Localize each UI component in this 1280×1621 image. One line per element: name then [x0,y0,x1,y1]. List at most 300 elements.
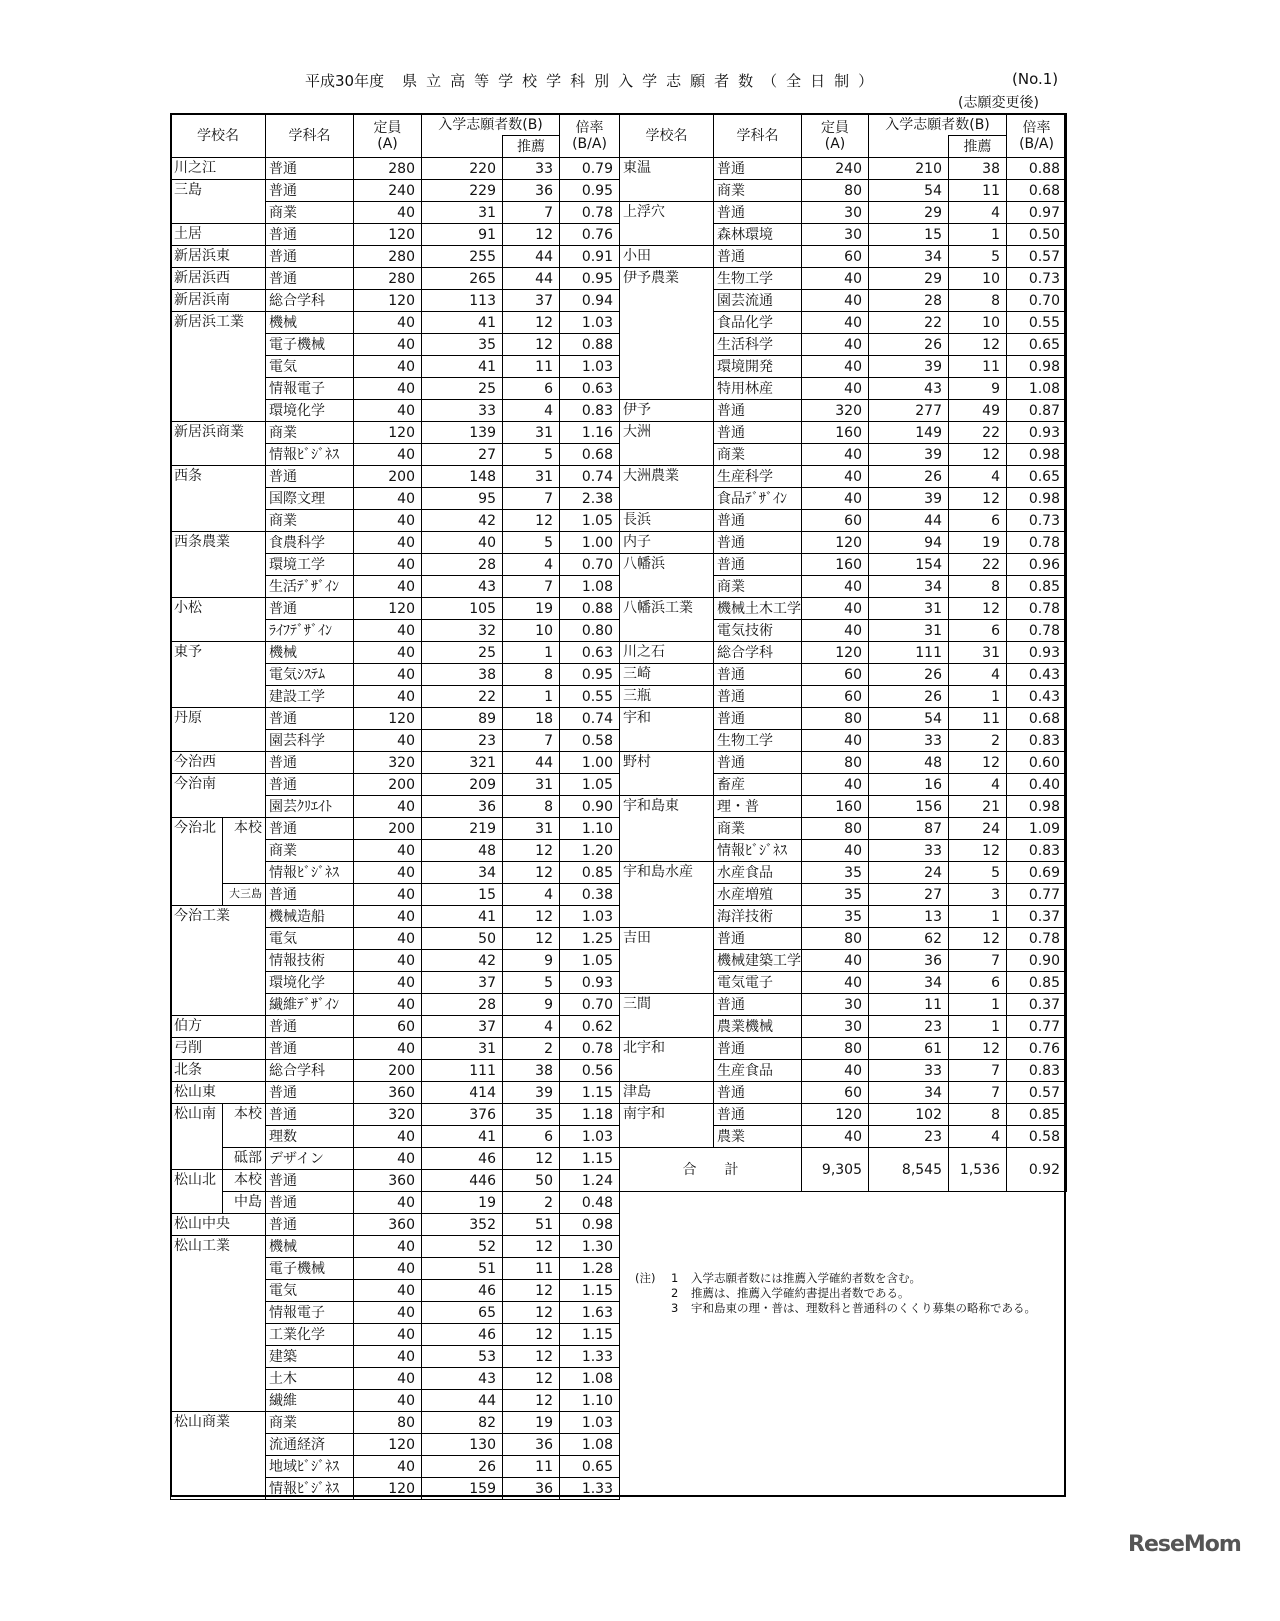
capacity: 80 [802,1038,869,1060]
dept-name: 農業 [714,1126,802,1148]
capacity: 40 [802,774,869,796]
table-row [171,532,620,554]
capacity: 40 [802,356,869,378]
applicants: 33 [869,1060,949,1082]
applicants: 39 [869,444,949,466]
capacity: 40 [802,268,869,290]
dept-name: 情報ﾋﾞｼﾞﾈｽ [266,444,354,466]
applicants: 28 [869,290,949,312]
table-row [620,400,1067,422]
dept-name: 電気 [266,928,354,950]
applicants: 22 [869,312,949,334]
capacity: 80 [802,752,869,774]
capacity: 80 [354,1412,422,1434]
dept-name: 電子機械 [266,1258,354,1280]
capacity: 120 [354,422,422,444]
capacity: 40 [354,554,422,576]
campus-name: 砥部 [223,1148,266,1170]
applicants: 23 [869,1016,949,1038]
capacity: 160 [802,422,869,444]
recommended: 38 [503,1060,560,1082]
capacity: 40 [354,312,422,334]
table-row [620,994,1067,1016]
recommended: 9 [503,950,560,972]
table-row [171,1016,620,1038]
dept-name: 繊維 [266,1390,354,1412]
total-applicants: 8,545 [869,1148,949,1192]
capacity: 40 [354,510,422,532]
dept-name: 普通 [266,884,354,906]
dept-name: 普通 [266,752,354,774]
total-recommended: 1,536 [949,1148,1007,1192]
recommended: 12 [949,752,1007,774]
applicants: 34 [869,576,949,598]
ratio: 0.85 [1007,972,1067,994]
recommended: 1 [503,642,560,664]
capacity: 60 [802,510,869,532]
dept-name: 海洋技術 [714,906,802,928]
school-name: 長浜 [620,510,714,532]
ratio: 0.97 [1007,202,1067,224]
table-row [620,422,1067,444]
col-capacity-label: 定員 [821,119,849,136]
table-row [620,532,1067,554]
dept-name: 機械 [266,312,354,334]
table-row [620,158,1067,180]
recommended: 31 [503,774,560,796]
ratio: 0.85 [1007,1104,1067,1126]
recommended: 31 [949,642,1007,664]
ratio: 0.88 [1007,158,1067,180]
school-name: 松山南 [171,1104,223,1170]
ratio: 1.63 [560,1302,620,1324]
note-1 [635,1271,1036,1286]
ratio: 0.93 [560,972,620,994]
dept-name: 生物工学 [714,730,802,752]
recommended: 9 [949,378,1007,400]
school-name: 新居浜西 [171,268,266,290]
dept-name: 環境工学 [266,554,354,576]
dept-name: 商業 [714,818,802,840]
table-row [620,510,1067,532]
ratio: 1.08 [560,1368,620,1390]
col-applicants: 入学志願者数(B) [869,114,1007,136]
table-row [171,1214,620,1236]
ratio: 1.00 [560,752,620,774]
capacity: 40 [354,1280,422,1302]
recommended: 11 [949,180,1007,202]
capacity: 40 [354,972,422,994]
capacity: 40 [354,1192,422,1214]
ratio: 0.37 [1007,994,1067,1016]
title-year: 平成30年度 [305,72,385,90]
applicants: 51 [422,1258,503,1280]
table-row [620,1038,1067,1060]
applicants: 229 [422,180,503,202]
recommended: 50 [503,1170,560,1192]
ratio: 0.98 [1007,488,1067,510]
dept-name: 国際文理 [266,488,354,510]
dept-name: 土木 [266,1368,354,1390]
capacity: 320 [802,400,869,422]
ratio: 0.88 [560,598,620,620]
recommended: 18 [503,708,560,730]
capacity: 40 [802,334,869,356]
applicants: 36 [422,796,503,818]
dept-name: 機械土木工学 [714,598,802,620]
dept-name: 生物工学 [714,268,802,290]
dept-name: 普通 [714,422,802,444]
table-row [620,1082,1067,1104]
school-name: 伯方 [171,1016,266,1038]
applicants: 34 [869,1082,949,1104]
capacity: 120 [354,1478,422,1500]
applicants: 15 [869,224,949,246]
applicants: 34 [422,862,503,884]
note-2 [635,1286,1036,1301]
capacity: 40 [802,488,869,510]
table-row [620,752,1067,774]
capacity: 40 [354,1038,422,1060]
recommended: 33 [503,158,560,180]
applicants: 28 [422,554,503,576]
applicants: 149 [869,422,949,444]
applicants: 34 [869,246,949,268]
capacity: 240 [802,158,869,180]
ratio: 0.74 [560,708,620,730]
capacity: 40 [354,950,422,972]
applicants: 94 [869,532,949,554]
capacity: 40 [802,576,869,598]
recommended: 12 [503,1346,560,1368]
total-ratio: 0.92 [1007,1148,1067,1192]
ratio: 0.73 [1007,510,1067,532]
note-number: 1 [671,1271,679,1285]
recommended: 8 [949,290,1007,312]
table-row [171,818,620,840]
applicants: 277 [869,400,949,422]
recommended: 36 [503,180,560,202]
applicants: 34 [869,972,949,994]
school-name: 宇和島水産 [620,862,714,928]
recommended: 31 [503,818,560,840]
dept-name: 普通 [714,1104,802,1126]
recommended: 5 [949,246,1007,268]
dept-name: 情報電子 [266,1302,354,1324]
ratio: 1.33 [560,1346,620,1368]
capacity: 40 [354,1456,422,1478]
applicants: 31 [869,620,949,642]
total-row [620,1148,1067,1192]
recommended: 4 [503,1016,560,1038]
school-name: 八幡浜工業 [620,598,714,642]
table-row [171,466,620,488]
capacity: 240 [354,180,422,202]
dept-name: 生活ﾃﾞｻﾞｲﾝ [266,576,354,598]
capacity: 120 [802,532,869,554]
school-name: 今治北 [171,818,223,906]
capacity: 40 [354,1302,422,1324]
capacity: 280 [354,268,422,290]
col-capacity [802,114,869,158]
recommended: 12 [503,334,560,356]
recommended: 4 [949,466,1007,488]
capacity: 60 [354,1016,422,1038]
applicants: 156 [869,796,949,818]
applicants: 26 [869,686,949,708]
dept-name: 商業 [266,1412,354,1434]
ratio: 1.28 [560,1258,620,1280]
campus-name: 中島 [223,1192,266,1214]
applicants: 42 [422,510,503,532]
dept-name: 普通 [714,928,802,950]
dept-name: 普通 [266,1016,354,1038]
dept-name: 電気 [266,1280,354,1302]
capacity: 30 [802,224,869,246]
recommended: 7 [949,950,1007,972]
table-row [171,422,620,444]
applicants: 37 [422,1016,503,1038]
recommended: 2 [503,1192,560,1214]
ratio: 0.50 [1007,224,1067,246]
applicants: 28 [422,994,503,1016]
applicants: 154 [869,554,949,576]
applicants: 26 [869,664,949,686]
capacity: 40 [354,202,422,224]
school-name: 三間 [620,994,714,1038]
col-dept: 学科名 [266,114,354,158]
capacity: 40 [354,1346,422,1368]
dept-name: 普通 [266,268,354,290]
applicants: 89 [422,708,503,730]
ratio: 0.38 [560,884,620,906]
recommended: 1 [503,686,560,708]
recommended: 5 [503,444,560,466]
school-name: 丹原 [171,708,266,752]
ratio: 0.94 [560,290,620,312]
applicants: 265 [422,268,503,290]
capacity: 40 [354,1126,422,1148]
dept-name: 環境化学 [266,972,354,994]
capacity: 200 [354,1060,422,1082]
capacity: 40 [354,444,422,466]
recommended: 10 [949,268,1007,290]
ratio: 1.10 [560,818,620,840]
table-row [620,642,1067,664]
recommended: 2 [949,730,1007,752]
capacity: 280 [354,246,422,268]
ratio: 1.08 [1007,378,1067,400]
recommended: 37 [503,290,560,312]
page-number: (No.1) [1012,70,1059,88]
recommended: 7 [503,488,560,510]
dept-name: 普通 [714,1038,802,1060]
col-ratio [1007,114,1067,158]
ratio: 1.03 [560,312,620,334]
applicants: 41 [422,356,503,378]
applicants: 19 [422,1192,503,1214]
applicants: 113 [422,290,503,312]
applicants: 22 [422,686,503,708]
recommended: 51 [503,1214,560,1236]
recommended: 12 [503,1280,560,1302]
ratio: 0.98 [560,1214,620,1236]
dept-name: 電気電子 [714,972,802,994]
table-row [620,664,1067,686]
school-name: 宇和 [620,708,714,752]
note-text: 推薦は、推薦入学確約書提出者数である。 [691,1286,910,1300]
dept-name: 環境化学 [266,400,354,422]
school-name: 松山北 [171,1170,223,1214]
capacity: 40 [802,598,869,620]
capacity: 40 [354,796,422,818]
note-text: 入学志願者数には推薦入学確約者数を含む。 [691,1271,921,1285]
col-applicants-blank [422,136,503,158]
capacity: 40 [354,994,422,1016]
recommended: 31 [503,466,560,488]
ratio: 0.74 [560,466,620,488]
dept-name: 水産食品 [714,862,802,884]
ratio: 0.58 [560,730,620,752]
capacity: 200 [354,818,422,840]
ratio: 0.95 [560,268,620,290]
dept-name: 商業 [266,422,354,444]
capacity: 40 [354,620,422,642]
dept-name: 建設工学 [266,686,354,708]
capacity: 40 [354,1148,422,1170]
recommended: 11 [503,1258,560,1280]
capacity: 40 [354,378,422,400]
ratio: 0.62 [560,1016,620,1038]
dept-name: 商業 [266,840,354,862]
school-name: 野村 [620,752,714,796]
capacity: 40 [354,1390,422,1412]
dept-name: 普通 [714,246,802,268]
capacity: 120 [354,224,422,246]
applicants: 36 [869,950,949,972]
table-row [171,1170,620,1192]
recommended: 10 [949,312,1007,334]
ratio: 1.00 [560,532,620,554]
ratio: 0.80 [560,620,620,642]
table-row [171,752,620,774]
table-row [171,180,620,202]
table-row [620,708,1067,730]
notes [635,1271,1036,1316]
ratio: 0.83 [1007,730,1067,752]
capacity: 35 [802,884,869,906]
ratio: 0.76 [1007,1038,1067,1060]
applicants: 38 [422,664,503,686]
ratio: 0.98 [1007,796,1067,818]
ratio: 1.03 [560,356,620,378]
dept-name: 普通 [266,1170,354,1192]
recommended: 7 [949,1082,1007,1104]
col-capacity-sub: (A) [824,135,846,152]
capacity: 120 [354,708,422,730]
dept-name: 情報ﾋﾞｼﾞﾈｽ [714,840,802,862]
ratio: 0.69 [1007,862,1067,884]
ratio: 0.57 [1007,246,1067,268]
applicants: 446 [422,1170,503,1192]
ratio: 1.03 [560,1412,620,1434]
recommended: 44 [503,246,560,268]
col-ratio-sub: (B/A) [1019,135,1054,152]
dept-name: 普通 [714,1082,802,1104]
applicants: 25 [422,642,503,664]
recommended: 5 [503,972,560,994]
dept-name: 普通 [266,1082,354,1104]
recommended: 1 [949,906,1007,928]
capacity: 80 [802,180,869,202]
capacity: 35 [802,862,869,884]
applicants: 23 [869,1126,949,1148]
applicants: 32 [422,620,503,642]
applicants: 102 [869,1104,949,1126]
applicants: 352 [422,1214,503,1236]
applicants: 44 [422,1390,503,1412]
table-row [171,312,620,334]
campus-name: 本校 [223,1104,266,1148]
capacity: 160 [802,554,869,576]
capacity: 35 [802,906,869,928]
dept-name: 情報電子 [266,378,354,400]
applicants: 82 [422,1412,503,1434]
dept-name: 普通 [266,598,354,620]
dept-name: 電気ｼｽﾃﾑ [266,664,354,686]
ratio: 0.98 [1007,356,1067,378]
dept-name: 流通経済 [266,1434,354,1456]
ratio: 0.79 [560,158,620,180]
school-name: 土居 [171,224,266,246]
dept-name: 普通 [714,158,802,180]
recommended: 6 [949,972,1007,994]
recommended: 21 [949,796,1007,818]
dept-name: 建築 [266,1346,354,1368]
school-name: 小田 [620,246,714,268]
dept-name: 普通 [714,532,802,554]
recommended: 4 [949,664,1007,686]
ratio: 0.77 [1007,884,1067,906]
capacity: 40 [354,928,422,950]
school-name: 三崎 [620,664,714,686]
school-name: 川之江 [171,158,266,180]
applicants: 159 [422,1478,503,1500]
dept-name: 普通 [714,686,802,708]
ratio: 0.78 [1007,532,1067,554]
school-name: 東予 [171,642,266,708]
capacity: 40 [802,1126,869,1148]
applicants: 27 [422,444,503,466]
col-recommended: 推薦 [949,136,1007,158]
table-row [171,1192,620,1214]
capacity: 200 [354,466,422,488]
ratio: 0.70 [560,994,620,1016]
dept-name: 情報ﾋﾞｼﾞﾈｽ [266,862,354,884]
col-capacity-sub: (A) [377,135,398,152]
ratio: 0.85 [560,862,620,884]
recommended: 19 [503,598,560,620]
ratio: 0.60 [1007,752,1067,774]
applicants: 15 [422,884,503,906]
capacity: 40 [802,972,869,994]
capacity: 40 [354,1236,422,1258]
table-row [171,1060,620,1082]
ratio: 1.25 [560,928,620,950]
dept-name: 商業 [266,510,354,532]
recommended: 5 [503,532,560,554]
ratio: 0.87 [1007,400,1067,422]
